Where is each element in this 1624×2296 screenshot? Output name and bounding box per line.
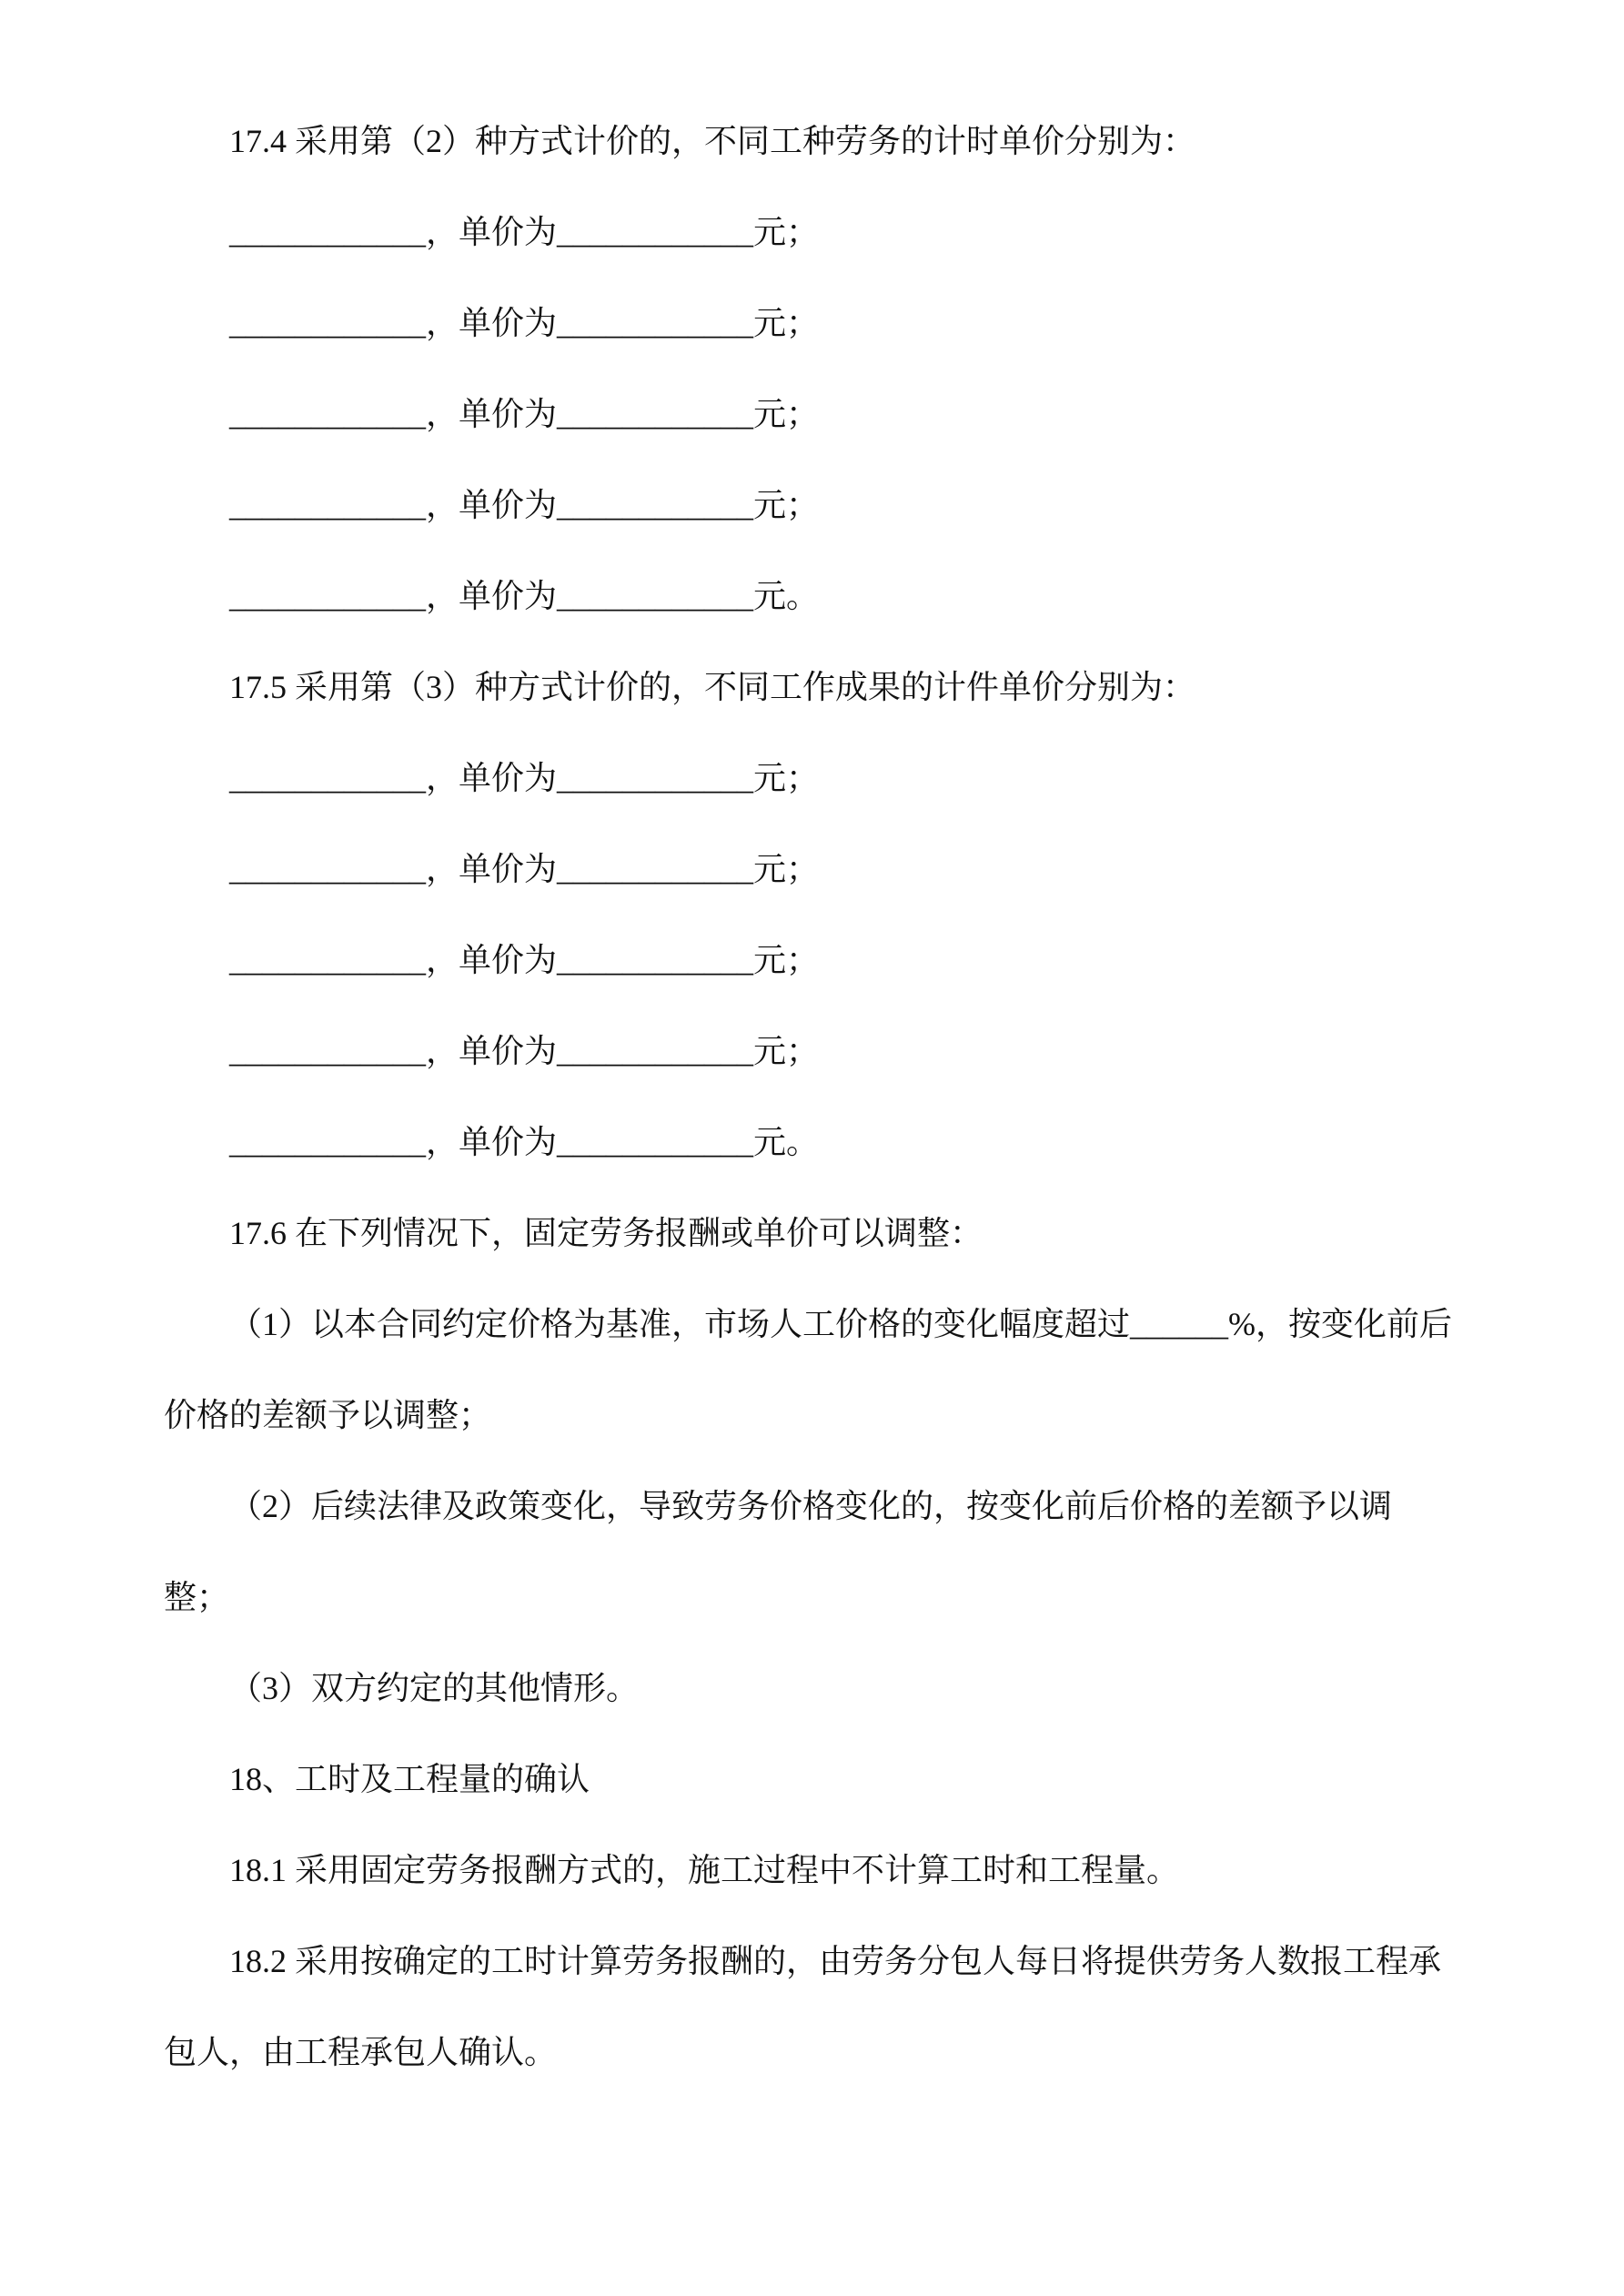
hourly-unit-price-blank-4: ____________，单价为____________元； [229,487,820,523]
piece-unit-price-blank-3: ____________，单价为____________元； [229,942,820,978]
hourly-unit-price-blank-1: ____________，单价为____________元； [229,214,820,250]
clause-18-2: 18.2 采用按确定的工时计算劳务报酬的，由劳务分包人每日将提供劳务人数报工程承包人，由工程承包人确认。 [164,1943,1442,2070]
clause-17-6-item-2: （2）后续法律及政策变化，导致劳务价格变化的，按变化前后价格的差额予以调整； [164,1488,1393,1615]
clause-17-6-heading: 17.6 在下列情况下，固定劳务报酬或单价可以调整： [229,1215,983,1251]
piece-unit-price-blank-2: ____________，单价为____________元； [229,851,820,887]
hourly-unit-price-blank-3: ____________，单价为____________元； [229,396,820,432]
clause-18-heading: 18、工时及工程量的确认 [229,1761,590,1797]
clause-17-6-item-1: （1）以本合同约定价格为基准，市场人工价格的变化幅度超过______%，按变化前后价格的差额予以调整； [164,1306,1452,1433]
clause-18-1: 18.1 采用固定劳务报酬方式的，施工过程中不计算工时和工程量。 [229,1852,1180,1888]
document-body [164,96,1456,2098]
hourly-unit-price-blank-5: ____________，单价为____________元。 [229,578,820,614]
clause-17-4-heading: 17.4 采用第（2）种方式计价的，不同工种劳务的计时单价分别为： [229,123,1196,159]
clause-17-6-item-3: （3）双方约定的其他情形。 [229,1670,640,1706]
piece-unit-price-blank-1: ____________，单价为____________元； [229,760,820,796]
piece-unit-price-blank-4: ____________，单价为____________元； [229,1033,820,1069]
clause-17-5-heading: 17.5 采用第（3）种方式计价的，不同工作成果的计件单价分别为： [229,669,1196,705]
piece-unit-price-blank-5: ____________，单价为____________元。 [229,1124,820,1160]
hourly-unit-price-blank-2: ____________，单价为____________元； [229,305,820,341]
